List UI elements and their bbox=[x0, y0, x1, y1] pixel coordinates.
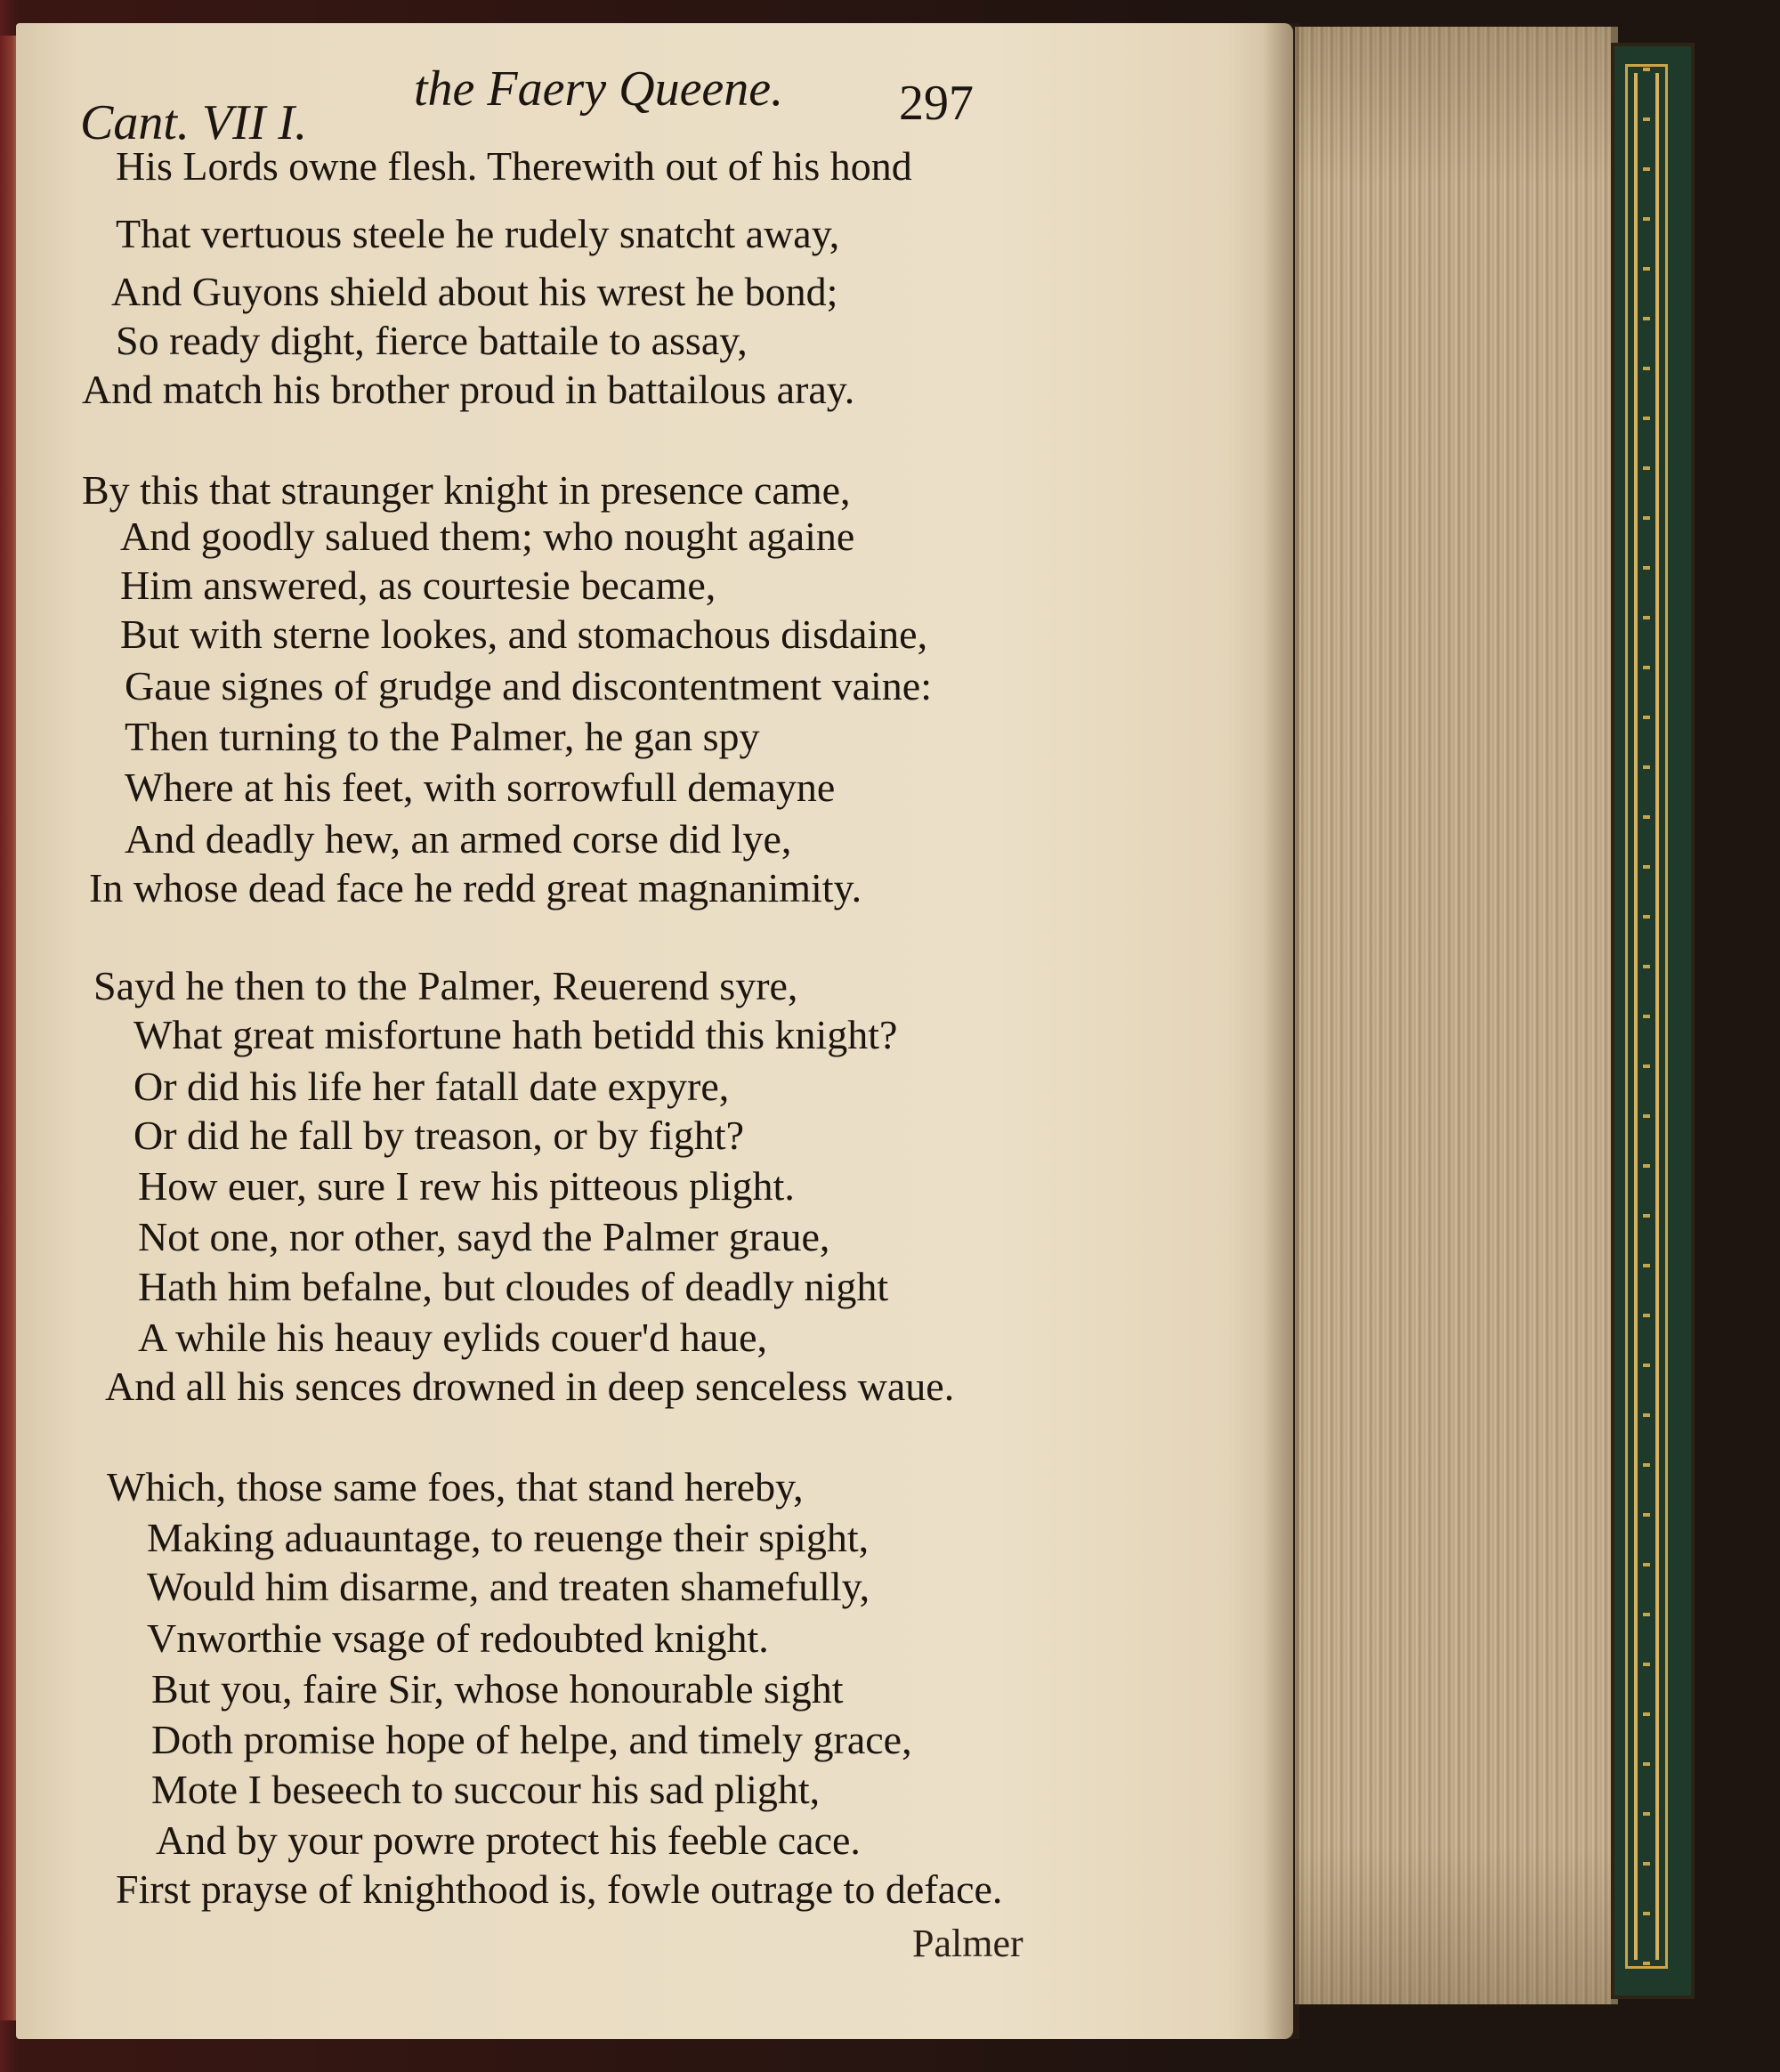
verse-line: Gaue signes of grudge and discontentment vaine: bbox=[125, 663, 932, 708]
verse-line: And all his sences drowned in deep senceless waue. bbox=[105, 1364, 955, 1409]
page-shadow bbox=[1264, 23, 1299, 2039]
gilt-rule bbox=[1634, 73, 1638, 1960]
verse-line: Mote I beseech to succour his sad plight, bbox=[151, 1767, 821, 1812]
verse-line: And deadly hew, an armed corse did lye, bbox=[125, 816, 792, 862]
verse-line: Which, those same foes, that stand hereby, bbox=[107, 1464, 804, 1509]
page-number: 297 bbox=[899, 76, 974, 131]
verse-line: And by your powre protect his feeble cace. bbox=[156, 1817, 861, 1863]
verse-line: And match his brother proud in battailous aray. bbox=[82, 367, 855, 412]
verse-line: Making aduauntage, to reuenge their spight, bbox=[147, 1515, 870, 1560]
verse-line: And goodly salued them; who nought againe bbox=[120, 514, 855, 559]
canto-heading: Cant. VII I. bbox=[80, 95, 308, 150]
verse-line: Or did his life her fatall date expyre, bbox=[134, 1064, 730, 1109]
verse-line: That vertuous steele he rudely snatcht away, bbox=[116, 211, 840, 256]
verse-line: A while his heauy eylids couer'd haue, bbox=[138, 1315, 768, 1360]
running-title: the Faery Queene. bbox=[414, 61, 784, 117]
verse-line: What great misfortune hath betidd this knight? bbox=[134, 1012, 898, 1057]
verse-line: Vnworthie vsage of redoubted knight. bbox=[147, 1615, 769, 1661]
verse-line: Where at his feet, with sorrowfull demayne bbox=[125, 765, 836, 810]
verse-line: And Guyons shield about his wrest he bond; bbox=[111, 269, 838, 314]
verse-line: First prayse of knighthood is, fowle outrage to deface. bbox=[116, 1866, 1003, 1912]
catchword: Palmer bbox=[912, 1922, 1024, 1965]
verse-line: In whose dead face he redd great magnanimity. bbox=[89, 865, 862, 911]
verse-line: Doth promise hope of helpe, and timely grace, bbox=[151, 1717, 912, 1762]
verse-line: But you, faire Sir, whose honourable sight bbox=[151, 1666, 844, 1712]
verse-line: Then turning to the Palmer, he gan spy bbox=[125, 714, 760, 759]
verse-line: Would him disarme, and treaten shamefully, bbox=[147, 1564, 870, 1609]
verse-line: Hath him befalne, but cloudes of deadly night bbox=[138, 1264, 889, 1309]
verse-line: By this that straunger knight in presence came, bbox=[82, 467, 851, 513]
verse-line: But with sterne lookes, and stomachous disdaine, bbox=[120, 611, 928, 657]
verse-line: How euer, sure I rew his pitteous plight. bbox=[138, 1163, 795, 1209]
verse-line: Not one, nor other, sayd the Palmer graue, bbox=[138, 1214, 830, 1259]
gilt-rule bbox=[1655, 73, 1659, 1960]
verse-line: So ready dight, fierce battaile to assay, bbox=[116, 318, 748, 363]
gilt-tooling bbox=[1625, 64, 1668, 1969]
page-fore-edge bbox=[1295, 27, 1618, 2004]
verse-line: His Lords owne flesh. Therewith out of his hond bbox=[116, 143, 912, 189]
verse-line: Sayd he then to the Palmer, Reuerend syre, bbox=[93, 963, 798, 1008]
verse-line: Him answered, as courtesie became, bbox=[120, 563, 716, 608]
verse-line: Or did he fall by treason, or by fight? bbox=[134, 1113, 744, 1158]
